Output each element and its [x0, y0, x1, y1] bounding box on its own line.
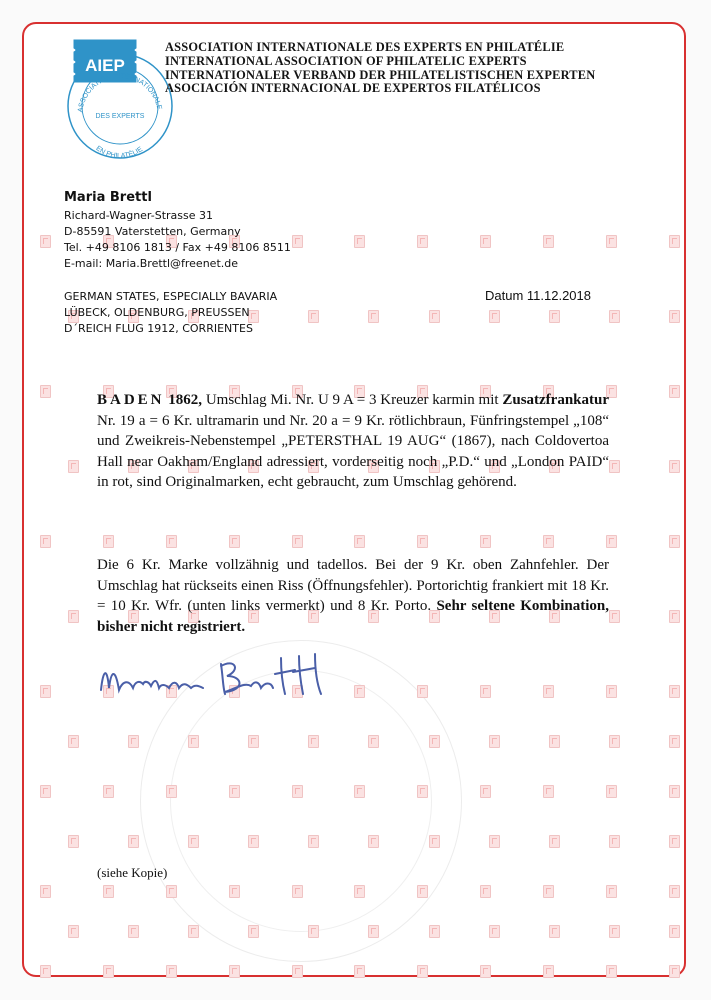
watermark-mark	[40, 885, 51, 898]
watermark-mark	[68, 460, 79, 473]
watermark-mark	[669, 835, 680, 848]
watermark-mark	[480, 235, 491, 248]
watermark-mark	[103, 785, 114, 798]
watermark-mark	[229, 885, 240, 898]
watermark-mark	[609, 735, 620, 748]
lead-year: 1862,	[164, 392, 203, 408]
watermark-mark	[308, 835, 319, 848]
watermark-mark	[166, 785, 177, 798]
sender-name: Maria Brettl	[64, 190, 152, 205]
watermark-mark	[103, 965, 114, 978]
watermark-mark	[292, 785, 303, 798]
watermark-mark	[128, 835, 139, 848]
sender-address	[64, 188, 291, 272]
watermark-mark	[609, 835, 620, 848]
aiep-logo	[60, 36, 180, 166]
description-paragraph	[97, 390, 609, 493]
watermark-mark	[229, 965, 240, 978]
watermark-mark	[229, 535, 240, 548]
watermark-mark	[669, 235, 680, 248]
condition-verdict: Sehr seltene Kombination, bisher nicht registriert.	[97, 598, 609, 635]
watermark-mark	[480, 885, 491, 898]
watermark-mark	[480, 535, 491, 548]
watermark-mark	[669, 460, 680, 473]
watermark-mark	[669, 965, 680, 978]
watermark-mark	[549, 310, 560, 323]
watermark-mark	[549, 925, 560, 938]
watermark-mark	[429, 310, 440, 323]
description-text: Umschlag Mi. Nr. U 9 A = 3 Kreuzer karmin mit	[202, 392, 503, 408]
watermark-mark	[669, 385, 680, 398]
watermark-mark	[669, 310, 680, 323]
watermark-mark	[40, 685, 51, 698]
watermark-mark	[606, 685, 617, 698]
watermark-mark	[609, 310, 620, 323]
svg-text:EN PHILATÉLIE	[94, 145, 144, 160]
description-bold: Zusatzfrankatur	[502, 392, 610, 408]
watermark-mark	[417, 965, 428, 978]
watermark-mark	[543, 535, 554, 548]
specialty-line: LÜBECK, OLDENBURG, PREUSSEN	[64, 306, 250, 319]
watermark-mark	[543, 785, 554, 798]
watermark-mark	[103, 535, 114, 548]
watermark-mark	[128, 925, 139, 938]
logo-ring-mid: DES EXPERTS	[95, 113, 145, 120]
logo-ring-top: ASSOCIATION INTERNATIONALE	[77, 72, 163, 113]
watermark-mark	[308, 925, 319, 938]
watermark-row	[40, 925, 680, 938]
watermark-row	[40, 785, 680, 798]
watermark-mark	[549, 835, 560, 848]
association-name-de: INTERNATIONALER VERBAND DER PHILATELISTISCHEN EXPERTEN	[165, 67, 596, 82]
watermark-mark	[68, 835, 79, 848]
watermark-mark	[166, 965, 177, 978]
watermark-mark	[40, 535, 51, 548]
watermark-mark	[417, 785, 428, 798]
watermark-mark	[609, 610, 620, 623]
watermark-mark	[128, 735, 139, 748]
watermark-mark	[308, 735, 319, 748]
watermark-mark	[103, 885, 114, 898]
watermark-mark	[354, 235, 365, 248]
association-name-fr: ASSOCIATION INTERNATIONALE DES EXPERTS EN PHILATÉLIE	[165, 40, 565, 54]
watermark-mark	[606, 965, 617, 978]
association-name-es: ASOCIACIÓN INTERNACIONAL DE EXPERTOS FILATÉLICOS	[165, 81, 541, 96]
watermark-mark	[669, 685, 680, 698]
sender-email: E-mail: Maria.Brettl@freenet.de	[64, 257, 239, 270]
watermark-mark	[669, 925, 680, 938]
watermark-row	[40, 885, 680, 898]
watermark-mark	[368, 735, 379, 748]
watermark-mark	[669, 610, 680, 623]
watermark-mark	[489, 925, 500, 938]
watermark-mark	[248, 835, 259, 848]
watermark-mark	[166, 885, 177, 898]
watermark-mark	[292, 965, 303, 978]
watermark-row	[40, 835, 680, 848]
watermark-mark	[489, 735, 500, 748]
watermark-mark	[606, 885, 617, 898]
watermark-mark	[166, 535, 177, 548]
watermark-mark	[480, 685, 491, 698]
watermark-mark	[543, 965, 554, 978]
watermark-mark	[543, 235, 554, 248]
description-text: Nr. 19 a = 6 Kr. ultramarin und Nr. 20 a = 9 Kr. rötlichbraun, Fünfringstempel „108“ und Zweikreis-Nebenstempel „PETERSTHAL 19 AUG“ (1867), nach Coldovertoa Hall near Oakham/England adressiert, vorderseitig noch „P.D.“ und „London PAID“ in rot, sind Originalmarken, echt gebraucht, zum Umschlag gehörend.	[97, 412, 609, 490]
sender-phone: Tel. +49 8106 1813 / Fax +49 8106 8511	[64, 241, 291, 254]
watermark-mark	[354, 885, 365, 898]
watermark-mark	[429, 835, 440, 848]
see-copy-note: (siehe Kopie)	[97, 865, 168, 880]
watermark-mark	[40, 235, 51, 248]
watermark-mark	[480, 785, 491, 798]
watermark-row	[40, 965, 680, 978]
watermark-mark	[68, 735, 79, 748]
watermark-mark	[669, 785, 680, 798]
watermark-mark	[308, 310, 319, 323]
condition-paragraph	[97, 555, 609, 637]
sender-city: D-85591 Vaterstetten, Germany	[64, 225, 241, 238]
watermark-mark	[417, 885, 428, 898]
watermark-mark	[609, 460, 620, 473]
watermark-mark	[40, 965, 51, 978]
watermark-mark	[549, 735, 560, 748]
watermark-mark	[354, 965, 365, 978]
watermark-mark	[609, 925, 620, 938]
watermark-mark	[417, 685, 428, 698]
watermark-mark	[188, 925, 199, 938]
watermark-mark	[669, 535, 680, 548]
association-names	[165, 41, 675, 96]
watermark-mark	[669, 885, 680, 898]
certificate-date: Datum 11.12.2018	[485, 288, 591, 303]
watermark-mark	[248, 735, 259, 748]
watermark-mark	[417, 235, 428, 248]
watermark-mark	[368, 835, 379, 848]
watermark-row	[40, 535, 680, 548]
watermark-mark	[354, 535, 365, 548]
watermark-mark	[292, 235, 303, 248]
watermark-mark	[368, 310, 379, 323]
watermark-mark	[68, 610, 79, 623]
watermark-mark	[229, 785, 240, 798]
watermark-mark	[292, 535, 303, 548]
watermark-mark	[543, 685, 554, 698]
handwritten-signature	[95, 650, 335, 708]
watermark-mark	[429, 735, 440, 748]
watermark-mark	[489, 835, 500, 848]
watermark-mark	[606, 535, 617, 548]
watermark-mark	[354, 785, 365, 798]
specialty-line: GERMAN STATES, ESPECIALLY BAVARIA	[64, 290, 278, 303]
association-name-en: INTERNATIONAL ASSOCIATION OF PHILATELIC EXPERTS	[165, 53, 527, 68]
watermark-mark	[543, 885, 554, 898]
watermark-mark	[40, 785, 51, 798]
watermark-mark	[480, 965, 491, 978]
watermark-mark	[606, 235, 617, 248]
logo-ring-bottom: EN PHILATÉLIE	[94, 145, 145, 160]
specialty-areas	[64, 289, 277, 337]
condition-text: Die 6 Kr. Marke vollzähnig und tadellos. Bei der 9 Kr. oben Zahnfehler. Der Umschlag hat rückseits einen Riss (Öffnungsfehler). Portorichtig frankiert mit 18 Kr. = 10 Kr. Wfr. (unten links vermerkt) und 8 Kr. Porto.	[97, 557, 609, 614]
watermark-mark	[417, 535, 428, 548]
watermark-mark	[669, 735, 680, 748]
watermark-mark	[292, 885, 303, 898]
watermark-mark	[368, 925, 379, 938]
watermark-row	[40, 735, 680, 748]
watermark-mark	[188, 735, 199, 748]
watermark-mark	[248, 925, 259, 938]
sender-street: Richard-Wagner-Strasse 31	[64, 209, 213, 222]
watermark-mark	[354, 685, 365, 698]
logo-letters: AIEP	[85, 56, 125, 75]
specialty-line: D´REICH FLUG 1912, CORRIENTES	[64, 322, 253, 335]
watermark-mark	[429, 925, 440, 938]
watermark-mark	[188, 835, 199, 848]
watermark-mark	[40, 385, 51, 398]
watermark-mark	[68, 925, 79, 938]
watermark-mark	[489, 310, 500, 323]
lead-country: BADEN	[97, 392, 165, 408]
watermark-mark	[606, 785, 617, 798]
